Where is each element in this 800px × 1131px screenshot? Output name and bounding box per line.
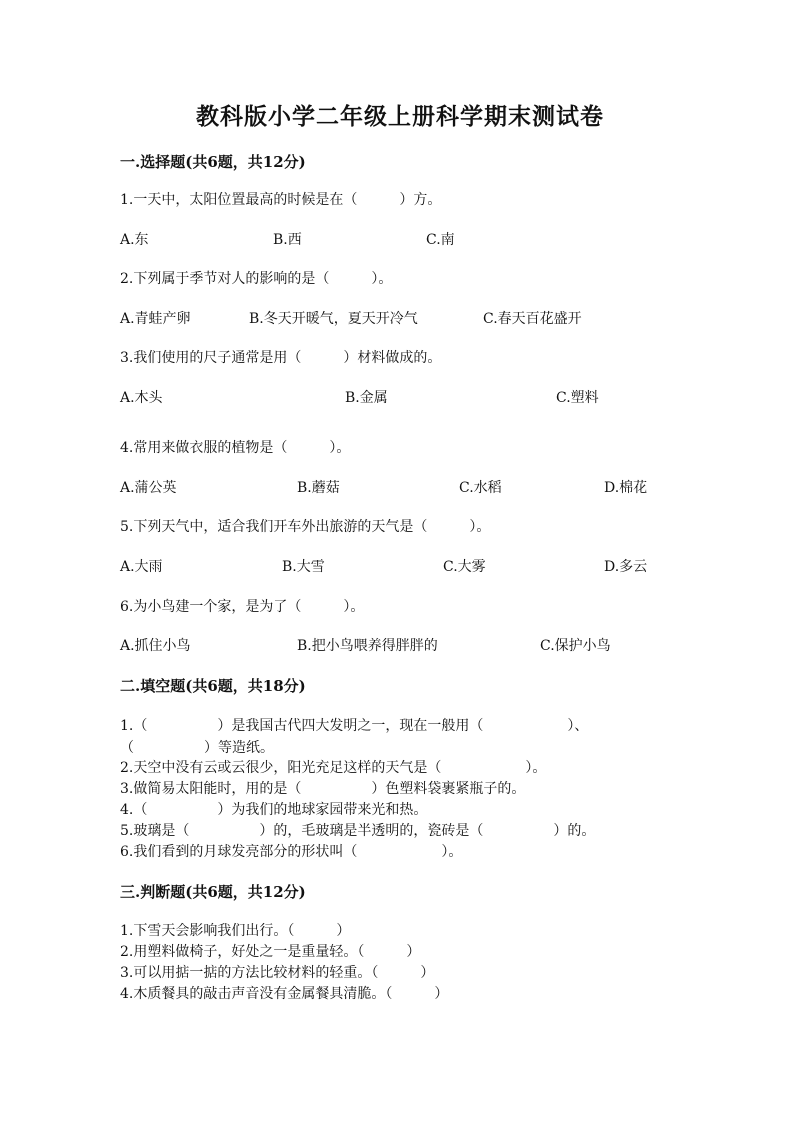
question-stem: 5.下列天气中，适合我们开车外出旅游的天气是（ ）。 bbox=[120, 519, 491, 535]
fill-line: 3.做简易太阳能时，用的是（ ）色塑料袋裹紧瓶子的。 bbox=[120, 781, 526, 797]
fill-line: 4.（ ）为我们的地球家园带来光和热。 bbox=[120, 802, 428, 818]
option-b: B.冬天开暖气，夏天开冷气 bbox=[249, 311, 418, 327]
fill-line: 5.玻璃是（ ）的，毛玻璃是半透明的，瓷砖是（ ）的。 bbox=[120, 823, 596, 839]
fill-line: 6.我们看到的月球发亮部分的形状叫（ ）。 bbox=[120, 844, 463, 860]
option-a: A.蒲公英 bbox=[120, 480, 177, 496]
fill-line: 1.（ ）是我国古代四大发明之一，现在一般用（ ）、 bbox=[120, 718, 589, 734]
judge-line: 2.用塑料做椅子，好处之一是重量轻。（ ） bbox=[120, 944, 421, 960]
option-b: B.金属 bbox=[345, 390, 388, 406]
option-b: B.西 bbox=[273, 232, 302, 248]
option-a: A.大雨 bbox=[120, 559, 163, 575]
question-stem: 4.常用来做衣服的植物是（ ）。 bbox=[120, 440, 351, 456]
option-c: C.大雾 bbox=[443, 559, 486, 575]
option-b: B.蘑菇 bbox=[297, 480, 340, 496]
question-stem: 1.一天中，太阳位置最高的时候是在（ ）方。 bbox=[120, 192, 442, 208]
option-c: C.南 bbox=[426, 232, 455, 248]
judge-line: 3.可以用掂一掂的方法比较材料的轻重。（ ） bbox=[120, 965, 435, 981]
section-heading-fill: 二.填空题(共6题，共18分) bbox=[120, 677, 306, 695]
option-d: D.多云 bbox=[604, 559, 648, 575]
judge-line: 1.下雪天会影响我们出行。（ ） bbox=[120, 923, 351, 939]
fill-line: 2.天空中没有云或云很少，阳光充足这样的天气是（ ）。 bbox=[120, 760, 547, 776]
option-b: B.大雪 bbox=[282, 559, 325, 575]
question-stem: 6.为小鸟建一个家，是为了（ ）。 bbox=[120, 599, 365, 615]
option-c: C.春天百花盛开 bbox=[483, 311, 582, 327]
question-stem: 3.我们使用的尺子通常是用（ ）材料做成的。 bbox=[120, 350, 442, 366]
judge-line: 4.木质餐具的敲击声音没有金属餐具清脆。（ ） bbox=[120, 986, 449, 1002]
section-heading-choice: 一.选择题(共6题，共12分) bbox=[120, 153, 306, 171]
option-c: C.塑料 bbox=[556, 390, 599, 406]
question-stem: 2.下列属于季节对人的影响的是（ ）。 bbox=[120, 271, 393, 287]
fill-line: （ ）等造纸。 bbox=[120, 740, 274, 756]
section-heading-judge: 三.判断题(共6题，共12分) bbox=[120, 883, 306, 901]
option-d: D.棉花 bbox=[604, 480, 648, 496]
option-c: C.水稻 bbox=[459, 480, 502, 496]
option-a: A.青蛙产卵 bbox=[120, 311, 191, 327]
option-a: A.抓住小鸟 bbox=[120, 638, 191, 654]
option-c: C.保护小鸟 bbox=[540, 638, 611, 654]
option-a: A.东 bbox=[120, 232, 149, 248]
option-a: A.木头 bbox=[120, 390, 163, 406]
page-title: 教科版小学二年级上册科学期末测试卷 bbox=[196, 103, 604, 130]
option-b: B.把小鸟喂养得胖胖的 bbox=[297, 638, 438, 654]
